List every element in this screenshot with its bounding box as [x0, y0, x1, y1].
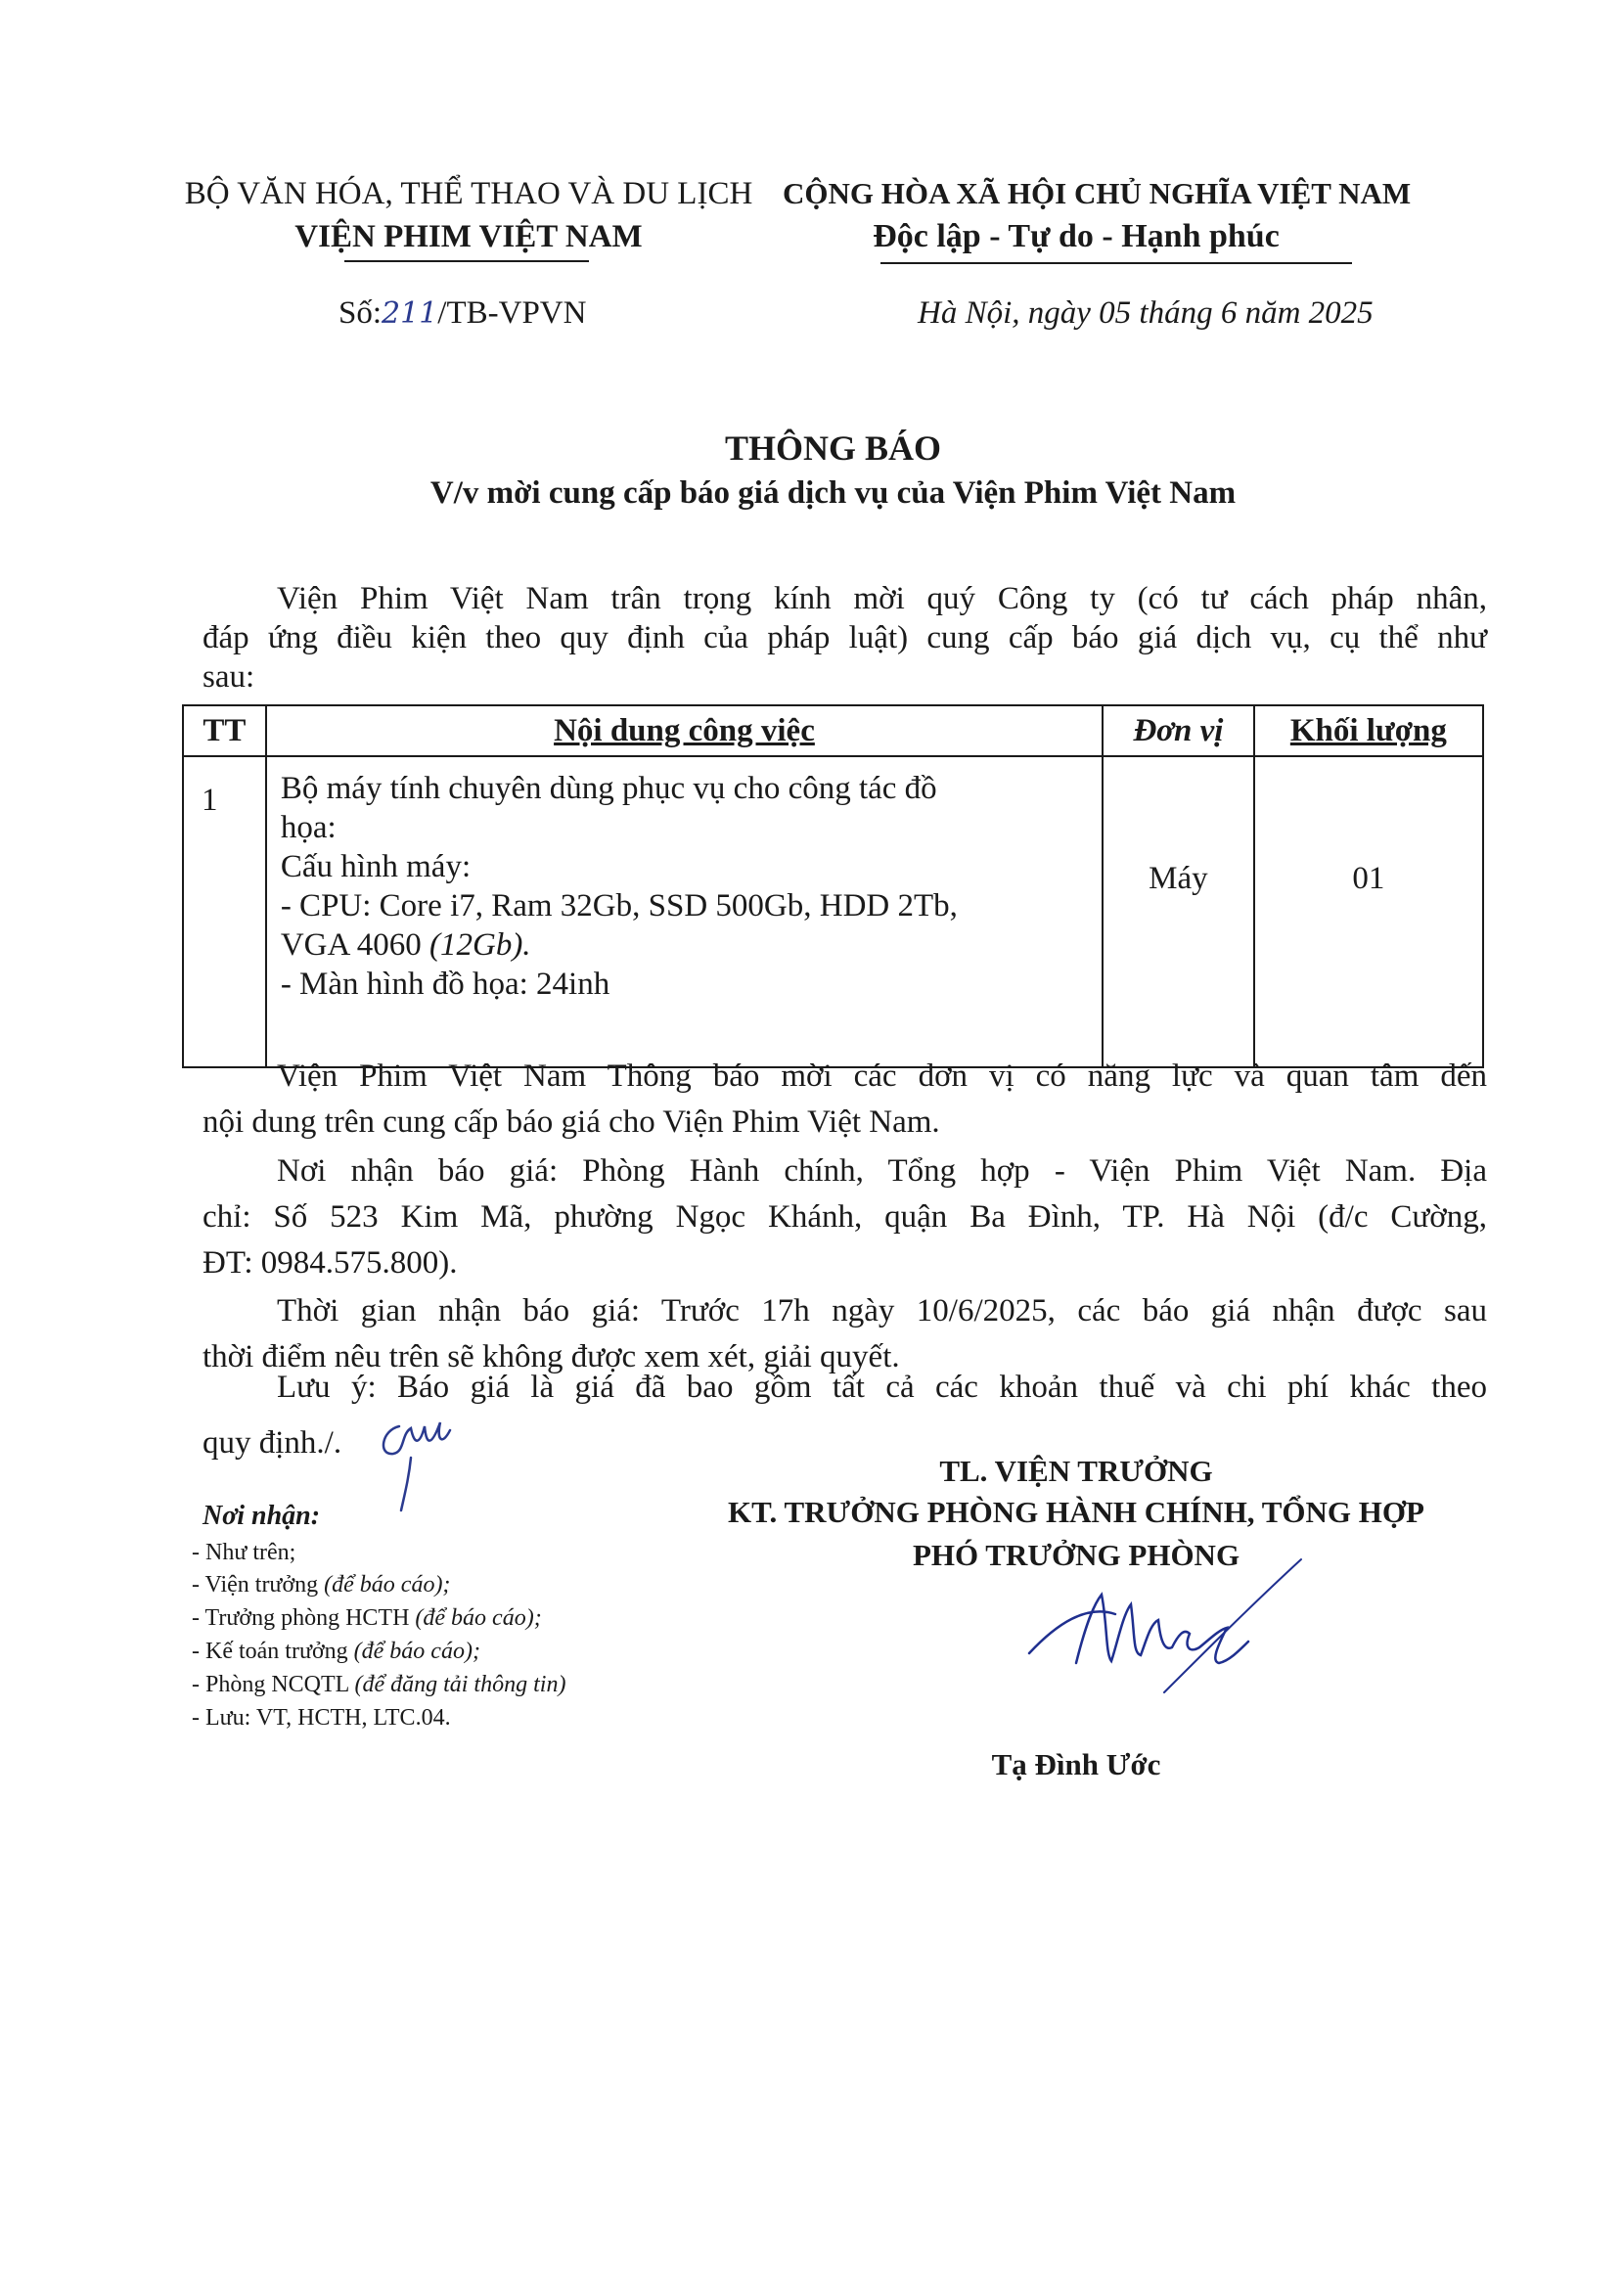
recipient-text: - Lưu: VT, HCTH, LTC.04.: [192, 1705, 451, 1731]
p2-line-2: chỉ: Số 523 Kim Mã, phường Ngọc Khánh, quận Ba Đình, TP. Hà Nội (đ/c Cường,: [203, 1199, 1487, 1235]
document-number: [338, 293, 586, 334]
recipient-text: - Phòng NCQTL: [192, 1672, 355, 1697]
p1-line-2: nội dung trên cung cấp báo giá cho Viện Phim Việt Nam.: [203, 1104, 940, 1140]
content-line: Bộ máy tính chuyên dùng phục vụ cho công tác đồ: [280, 771, 937, 806]
p3-line-2: thời điểm nêu trên sẽ không được xem xét, giải quyết.: [203, 1339, 900, 1374]
national-motto: Độc lập - Tự do - Hạnh phúc: [873, 218, 1280, 254]
col-header-quantity-label: Khối lượng: [1289, 713, 1447, 748]
p1-line-1: Viện Phim Việt Nam Thông báo mời các đơn vị có năng lực và quan tâm đến: [277, 1058, 1487, 1094]
row-unit: Máy: [1103, 756, 1254, 1067]
recipient-text: - Như trên;: [192, 1540, 296, 1565]
p4-line-1: Lưu ý: Báo giá là giá đã bao gồm tất cả các khoản thuế và chi phí khác theo: [277, 1370, 1487, 1405]
signature-line-1: TL. VIỆN TRƯỞNG: [939, 1454, 1213, 1488]
content-vga: VGA 4060: [280, 927, 422, 963]
recipients-title: Nơi nhận:: [203, 1501, 321, 1531]
col-header-quantity: [1254, 705, 1483, 756]
ministry-name: BỘ VĂN HÓA, THỂ THAO VÀ DU LỊCH: [184, 176, 753, 211]
p2-line-3: ĐT: 0984.575.800).: [203, 1245, 458, 1281]
recipient-note: (để báo cáo);: [353, 1639, 480, 1664]
recipient-item: [192, 1568, 450, 1601]
recipient-item: [192, 1635, 480, 1668]
row-quantity: 01: [1254, 756, 1483, 1067]
service-table: [182, 704, 1484, 1068]
table-header-row: [183, 705, 1483, 756]
col-header-content: [266, 705, 1103, 756]
content-line: họa:: [280, 810, 337, 845]
recipient-item: [192, 1668, 565, 1701]
content-line: Cấu hình máy:: [280, 849, 472, 884]
col-header-unit: [1103, 705, 1254, 756]
republic-name: CỘNG HÒA XÃ HỘI CHỦ NGHĨA VIỆT NAM: [783, 176, 1412, 210]
content-line: - Màn hình đồ họa: 24inh: [280, 967, 610, 1002]
number-handwritten: 211: [382, 296, 438, 331]
recipient-text: - Kế toán trưởng: [192, 1639, 354, 1664]
recipient-note: (để báo cáo);: [324, 1572, 451, 1598]
signer-name: Tạ Đình Ước: [991, 1747, 1161, 1781]
recipient-item: [192, 1536, 295, 1569]
content-vga-memory: (12Gb).: [429, 927, 531, 963]
recipient-item: [192, 1701, 451, 1734]
motto-underline: [880, 262, 1352, 264]
institute-underline: [344, 260, 589, 262]
recipient-text: - Trưởng phòng HCTH: [192, 1605, 416, 1631]
content-line: [281, 925, 1092, 965]
signature-line-2: KT. TRƯỞNG PHÒNG HÀNH CHÍNH, TỔNG HỢP: [728, 1495, 1424, 1529]
recipient-item: [192, 1601, 542, 1635]
intro-line-2: đáp ứng điều kiện theo quy định của pháp luật) cung cấp báo giá dịch vụ, cụ thể như: [203, 620, 1487, 655]
document-subject: V/v mời cung cấp báo giá dịch vụ của Viện Phim Việt Nam: [429, 475, 1237, 511]
recipient-note: (để báo cáo);: [415, 1605, 542, 1631]
number-suffix: /TB-VPVN: [437, 295, 587, 331]
document-title: THÔNG BÁO: [724, 428, 942, 468]
row-tt: 1: [183, 756, 266, 1067]
table-row: [183, 756, 1483, 1067]
date-line: Hà Nội, ngày 05 tháng 6 năm 2025: [918, 295, 1374, 331]
col-header-unit-label: Đơn vị: [1133, 713, 1224, 748]
intro-line-1: Viện Phim Việt Nam trân trọng kính mời quý Công ty (có tư cách pháp nhân,: [277, 581, 1487, 616]
recipient-text: - Viện trưởng: [192, 1572, 325, 1598]
institute-name: VIỆN PHIM VIỆT NAM: [294, 219, 643, 254]
content-line: - CPU: Core i7, Ram 32Gb, SSD 500Gb, HDD 2Tb,: [280, 888, 958, 923]
recipient-note: (để đăng tải thông tin): [354, 1672, 566, 1697]
p4-line-2: quy định./.: [203, 1425, 342, 1461]
intro-line-3: sau:: [203, 659, 255, 695]
initials-signature: [372, 1409, 460, 1516]
number-prefix: Số:: [338, 295, 383, 331]
col-header-tt: TT: [183, 705, 266, 756]
handwritten-signature: [1017, 1546, 1311, 1722]
col-header-content-label: Nội dung công việc: [554, 713, 815, 748]
signature-line-3: PHÓ TRƯỞNG PHÒNG: [912, 1538, 1240, 1572]
p2-line-1: Nơi nhận báo giá: Phòng Hành chính, Tổng hợp - Viện Phim Việt Nam. Địa: [277, 1153, 1487, 1189]
row-content: [266, 756, 1103, 1067]
p3-line-1: Thời gian nhận báo giá: Trước 17h ngày 10/6/2025, các báo giá nhận được sau: [277, 1293, 1487, 1328]
